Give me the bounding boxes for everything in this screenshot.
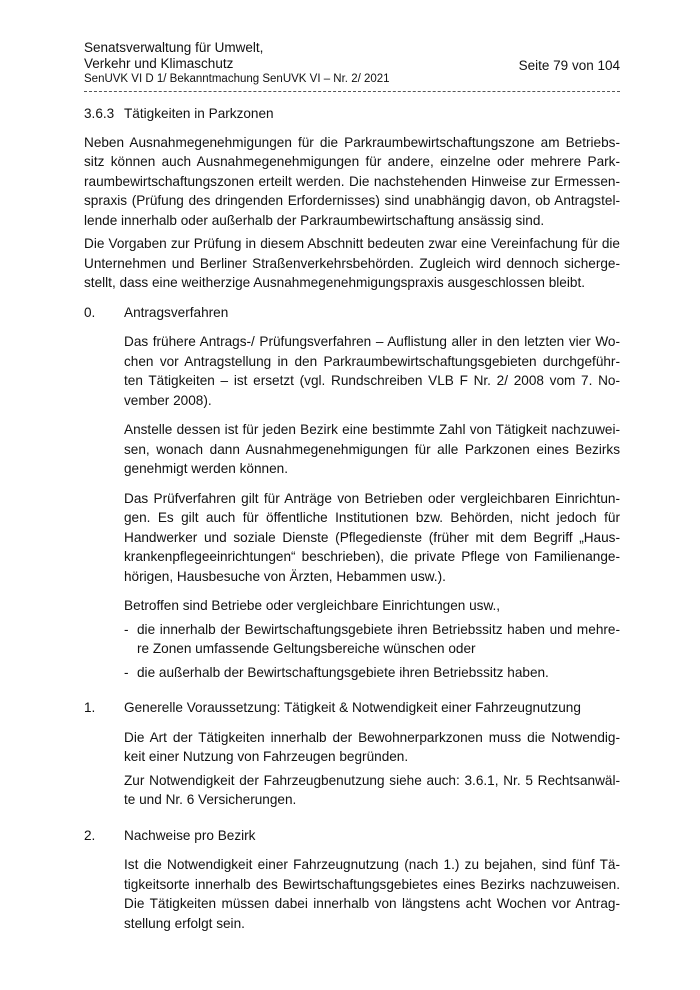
- dash-list-text: die außerhalb der Bewirtschaftungsgebiete ihren Betriebssitz haben.: [137, 664, 549, 680]
- list-item-number: 1.: [84, 700, 96, 715]
- list-item-title: Generelle Voraussetzung: Tätigkeit & Notwendigkeit einer Fahrzeugnutzung: [124, 700, 581, 715]
- header-org-line1: Senatsverwaltung für Umwelt,: [84, 40, 264, 55]
- list-item-paragraph: Das frühere Antrags-/ Prüfungsverfahren – Auflistung aller in den letzten vier Wo-chen vor Antragstellung in den Parkraumbewirtschaftungsgebieten durchgeführ-ten Tätigkeiten – ist ersetzt (vgl. Rundschreiben VLB F Nr. 2/ 2008 vom 7. No-vember 2008).: [124, 334, 620, 408]
- page-header: [84, 40, 620, 87]
- list-item-heading: [84, 826, 620, 846]
- list-item-heading: [84, 698, 620, 718]
- list-item-title: Antragsverfahren: [124, 304, 229, 320]
- header-divider: [84, 91, 620, 92]
- section-title: Tätigkeiten in Parkzonen: [124, 106, 274, 121]
- document-body: [84, 104, 620, 933]
- dash-list-item: - die innerhalb der Bewirtschaftungsgebiete ihren Betriebssitz haben und mehre-re Zonen umfassende Geltungsbereiche wünschen oder: [124, 620, 620, 659]
- list-item-paragraph: Das Prüfverfahren gilt für Anträge von Betrieben oder vergleichbaren Einrichtun-gen. Es gilt auch für öffentliche Institutionen bzw. Behörden, nicht jedoch für Handwerker und soziale Dienste (Pflegedienste (früher mit dem Begriff „Haus-krankenpflegeeinrichtungen“ beschrieben), die private Pflege von Familienange-hörigen, Hausbesuche von Ärzten, Hebammen usw.).: [124, 490, 620, 584]
- list-item-heading: [84, 303, 620, 323]
- list-item-paragraph: Die Art der Tätigkeiten innerhalb der Bewohnerparkzonen muss die Notwendig-keit einer Nutzung von Fahrzeugen begründen.: [124, 729, 620, 764]
- intro-paragraph: Neben Ausnahmegenehmigungen für die Parkraumbewirtschaftungszone am Betriebs-sitz können auch Ausnahmegenehmigungen für andere, einzelne oder mehrere Park-raumbewirtschaftungszonen erteilt werden. Die nachstehenden Hinweise zur Ermessen-spraxis (Prüfung des dringenden Erfordernisses) sind unabhängig davon, ob Antragstel-lende innerhalb oder außerhalb der Parkraumbewirtschaftung ansässig sind.: [84, 134, 620, 228]
- dash-list-item: - die außerhalb der Bewirtschaftungsgebiete ihren Betriebssitz haben.: [124, 663, 620, 683]
- dash-list-text: die innerhalb der Bewirtschaftungsgebiete ihren Betriebssitz haben und mehre-re Zonen umfassende Geltungsbereiche wünschen oder: [137, 621, 620, 656]
- intro-paragraph: Die Vorgaben zur Prüfung in diesem Abschnitt bedeuten zwar eine Vereinfachung für die Unternehmen und Berliner Straßenverkehrsbehörden. Zugleich wird dennoch sicherge-stellt, dass eine weitherzige Ausnahmegenehmigungspraxis ausgeschlossen bleibt.: [84, 236, 620, 290]
- list-item-paragraph: Zur Notwendigkeit der Fahrzeugbenutzung siehe auch: 3.6.1, Nr. 5 Rechtsanwäl-te und Nr. 6 Versicherungen.: [124, 772, 620, 807]
- list-item-number: 2.: [84, 827, 96, 843]
- section-number: 3.6.3: [84, 106, 115, 121]
- section-heading: [84, 104, 620, 124]
- header-org-line2: Verkehr und Klimaschutz: [84, 56, 234, 71]
- list-item-number: 0.: [84, 304, 96, 320]
- list-item-paragraph: Ist die Notwendigkeit einer Fahrzeugnutzung (nach 1.) zu bejahen, sind fünf Tä-tigkeitsorte innerhalb des Bewirtschaftungsgebietes eines Bezirks nachzuweisen. Die Tätigkeiten müssen dabei innerhalb von längstens acht Wochen vor Antrag-stellung erfolgt sein.: [124, 857, 620, 931]
- header-reference: SenUVK VI D 1/ Bekanntmachung SenUVK VI – Nr. 2/ 2021: [84, 73, 390, 85]
- list-item-paragraph: Anstelle dessen ist für jeden Bezirk eine bestimmte Zahl von Tätigkeit nachzuwei-sen, wonach dann Ausnahmegenehmigungen für alle Parkzonen eines Bezirks genehmigt werden können.: [124, 422, 620, 476]
- list-item-title: Nachweise pro Bezirk: [124, 827, 256, 843]
- list-item-paragraph: Betroffen sind Betriebe oder vergleichbare Einrichtungen usw.,: [124, 598, 501, 613]
- page-number: Seite 79 von 104: [518, 58, 620, 73]
